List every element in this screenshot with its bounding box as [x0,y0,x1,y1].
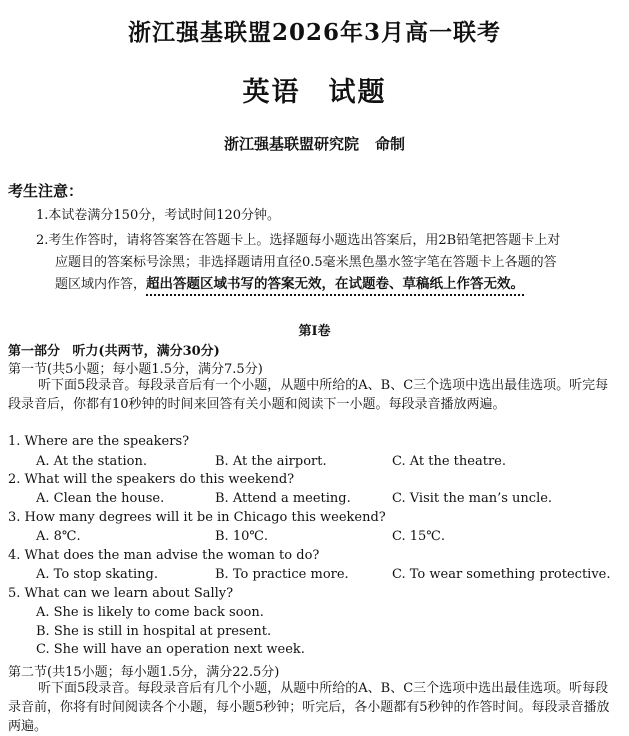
subject-name: 英语 [242,77,301,108]
question-1-option-c: C. At the theatre. [392,454,506,469]
question-2-option-c: C. Visit the man’s uncle. [392,491,553,506]
notice-item-2-line-2: 应题目的答案标号涂黑；非选择题请用直径0.5毫米黑色墨水签字笔在答题卡上各题的答 [55,255,557,270]
question-2-option-a: A. Clean the house. [36,491,165,506]
notice-item-2-line-3 [55,272,524,297]
section1-heading: 第一节(共5小题；每小题1.5分，满分7.5分) [8,362,263,377]
exam-title: 浙江强基联盟2026年3月高一联考 [127,19,502,46]
question-1-stem: 1. Where are the speakers? [8,434,190,449]
question-3-option-b: B. 10℃. [215,529,269,544]
paper-type: 试题 [328,77,387,108]
question-3-stem: 3. How many degrees will it be in Chicago this weekend? [8,510,386,525]
notice-emphasis-text: 超出答题区域书写的答案无效，在试题卷、草稿纸上作答无效。 [146,276,525,292]
question-2-option-b: B. Attend a meeting. [215,491,351,506]
question-5-stem: 5. What can we learn about Sally? [8,586,234,601]
notice-heading: 考生注意： [8,182,84,200]
question-3-option-a: A. 8℃. [36,529,81,544]
exam-subject [0,70,629,109]
question-4-stem: 4. What does the man advise the woman to do? [8,548,320,563]
question-3-option-c: C. 15℃. [392,529,445,544]
section1-directions: 听下面5段录音。每段录音后有一个小题，从题中所给的A、B、C三个选项中选出最佳选项。听完每段录音后，你都有10秒钟的时间来回答有关小题和阅读下一小题。每段录音播放两遍。 [8,378,609,412]
question-5-option-c: C. She will have an operation next week. [36,642,305,657]
notice-normal-text: 题区域内作答， [55,277,147,292]
issuer-role: 命制 [375,135,406,153]
question-2-stem: 2. What will the speakers do this weekend? [8,472,295,487]
question-4-option-c: C. To wear something protective. [392,567,611,582]
part1-title: 听力(共两节，满分30分) [72,344,220,359]
question-1-option-b: B. At the airport. [215,454,327,469]
section2-directions: 听下面5段录音。每段录音后有几个小题，从题中所给的A、B、C三个选项中选出最佳选项。听每段录音前，你将有时间阅读各个小题，每小题5秒钟；听完后，各小题都有5秒钟的作答时间。每段录音播放两遍。 [8,681,610,734]
notice-item-1: 1.本试卷满分150分，考试时间120分钟。 [36,208,281,223]
question-5-option-a: A. She is likely to come back soon. [36,605,264,620]
notice-item-2-line-1: 2.考生作答时，请将答案答在答题卡上。选择题每小题选出答案后，用2B铅笔把答题卡上对 [36,233,561,248]
question-4-option-a: A. To stop skating. [36,567,158,582]
question-1-option-a: A. At the station. [36,454,147,469]
volume-title: 第Ⅰ卷 [298,324,331,339]
issuer-org: 浙江强基联盟研究院 [223,135,359,153]
part1-heading [8,340,220,359]
question-5-option-b: B. She is still in hospital at present. [36,624,272,639]
part1-label: 第一部分 [8,344,61,359]
question-4-option-b: B. To practice more. [215,567,349,582]
exam-issuer [0,133,629,154]
section2-heading: 第二节(共15小题；每小题1.5分，满分22.5分) [8,665,280,680]
